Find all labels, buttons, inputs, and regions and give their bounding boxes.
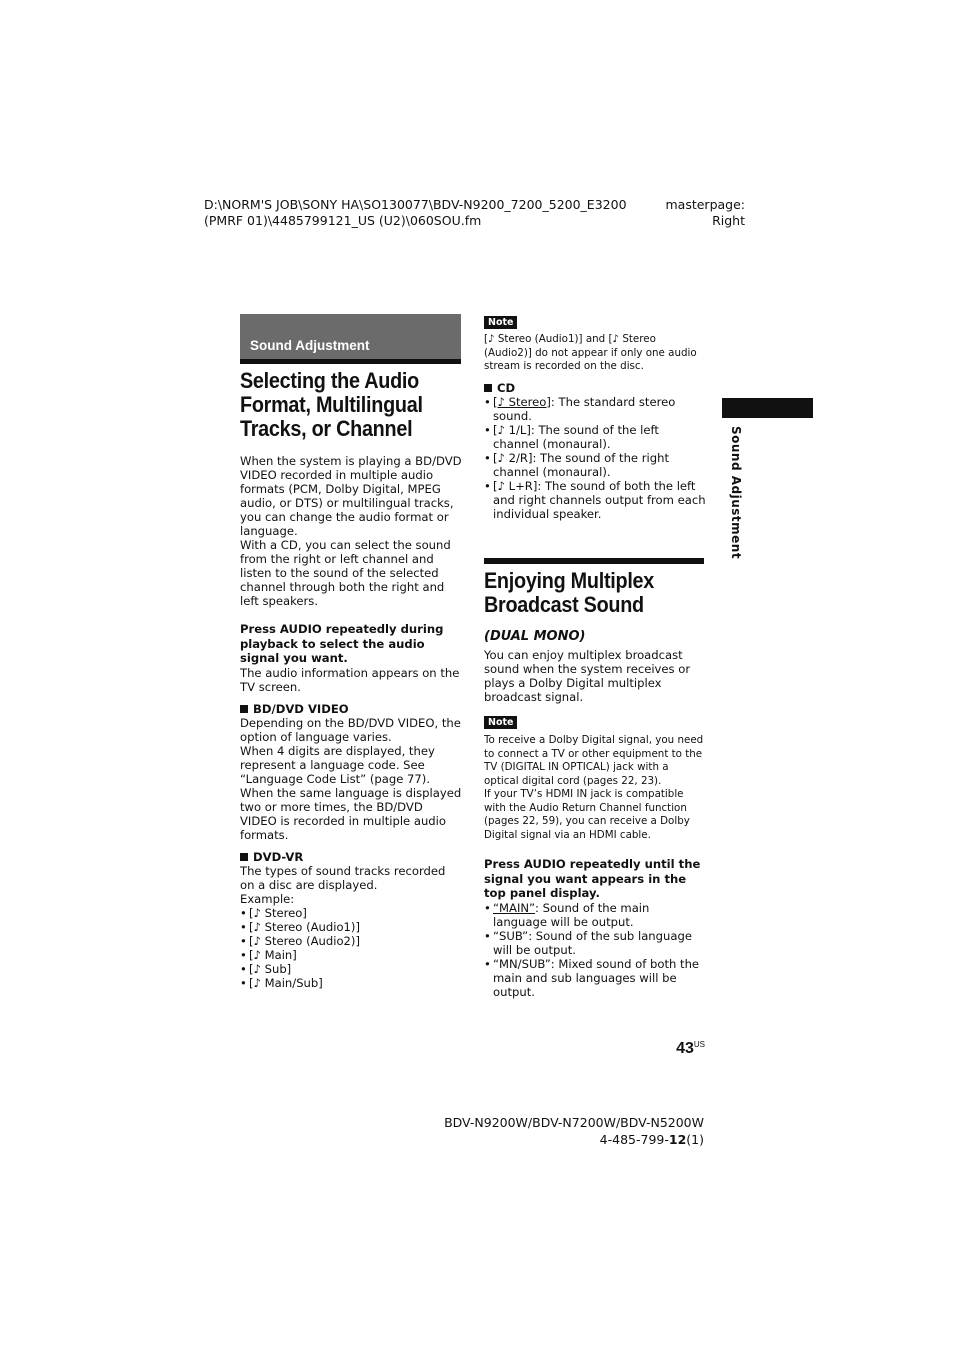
page-title-line3: Tracks, or Channel: [240, 416, 413, 441]
cd-list: [484, 395, 706, 521]
intro-paragraph-2: With a CD, you can select the sound from the right or left channel and listen to the sound of the selected channel through both the right and left speakers.: [240, 538, 451, 608]
dvd-vr-heading: DVD-VR: [240, 850, 462, 864]
intro-paragraph-1: When the system is playing a BD/DVD VIDEO recorded in multiple audio formats (PCM, Dolby Digital, MPEG audio, or DTS) or multilingual tracks, you can change the audio format or language.: [240, 454, 462, 538]
note-paragraph-1: To receive a Dolby Digital signal, you need to connect a TV or other equipment to the TV (DIGITAL IN OPTICAL) jack with a optical digital cord (pages 22, 23).: [484, 734, 704, 787]
note-badge: Note: [484, 716, 517, 729]
bd-paragraph-1: Depending on the BD/DVD VIDEO, the option of language varies.: [240, 715, 461, 744]
list-item: • [♪ Stereo]: The standard stereo sound.: [484, 395, 706, 423]
bd-paragraph-2: When 4 digits are displayed, they represent a language code. See “Language Code List” (page 77). When the same language is displayed two or more times, the BD/DVD VIDEO is recorded in multiple audio formats.: [240, 743, 462, 842]
instruction-step: Press AUDIO repeatedly until the signal you want appears in the top panel display.: [484, 857, 701, 900]
list-item: • “MN/SUB”: Mixed sound of both the main and sub languages will be output.: [484, 957, 706, 999]
multiplex-list: [484, 901, 706, 999]
list-item: • [♪ Main]: [240, 948, 462, 962]
section-rule: [240, 359, 461, 364]
instruction-result: The audio information appears on the TV screen.: [240, 665, 460, 694]
instruction-step: Press AUDIO repeatedly during playback to select the audio signal you want.: [240, 622, 444, 665]
list-item: • “SUB”: Sound of the sub language will be output.: [484, 929, 706, 957]
list-item: • [♪ L+R]: The sound of both the left and right channels output from each individual speaker.: [484, 479, 706, 521]
square-bullet-icon: [240, 853, 248, 861]
section-subtitle: (DUAL MONO): [484, 629, 586, 644]
section-banner: [240, 314, 461, 359]
file-path-line1: D:\NORM'S JOB\SONY HA\SO130077\BDV-N9200_7200_5200_E3200: [204, 197, 627, 212]
list-item: • [♪ 2/R]: The sound of the right channel (monaural).: [484, 451, 706, 479]
page-title-line2: Format, Multilingual: [240, 392, 423, 417]
footer-code: 4-485-799-12(1): [599, 1132, 704, 1147]
side-tab-label: Sound Adjustment: [729, 426, 743, 560]
section-title-line1: Enjoying Multiplex: [484, 568, 655, 593]
left-column: [240, 454, 462, 990]
list-item: • [♪ Stereo (Audio1)]: [240, 920, 462, 934]
right-column-bottom: [484, 630, 706, 999]
file-path: [204, 197, 634, 229]
list-item: • [♪ Main/Sub]: [240, 976, 462, 990]
cd-heading: CD: [484, 381, 706, 395]
list-item: • [♪ Sub]: [240, 962, 462, 976]
square-bullet-icon: [484, 384, 492, 392]
page-title-line1: Selecting the Audio: [240, 368, 419, 393]
bd-dvd-video-heading: BD/DVD VIDEO: [240, 702, 462, 716]
section-rule: [484, 558, 704, 564]
file-path-line2: (PMRF 01)\4485799121_US (U2)\060SOU.fm: [204, 213, 482, 228]
section-label: Sound Adjustment: [250, 338, 370, 353]
dvd-vr-list: [240, 906, 462, 990]
page-number: $43^{US}$: [676, 1040, 705, 1057]
dvd-vr-paragraph: The types of sound tracks recorded on a disc are displayed.: [240, 863, 446, 892]
side-tab-marker: [722, 398, 813, 418]
note-paragraph-2: If your TV’s HDMI IN jack is compatible with the Audio Return Channel function (pages 22, 59), you can receive a Dolby Digital signal via an HDMI cable.: [484, 788, 690, 841]
footer: [420, 1114, 704, 1148]
section-title: [484, 569, 700, 617]
section-title-line2: Broadcast Sound: [484, 592, 644, 617]
page-title: [240, 369, 456, 441]
note-badge: Note: [484, 316, 517, 329]
list-item: • “MAIN”: Sound of the main language will be output.: [484, 901, 706, 929]
multiplex-intro: You can enjoy multiplex broadcast sound when the system receives or plays a Dolby Digital multiplex broadcast signal.: [484, 648, 691, 704]
list-item: • [♪ Stereo (Audio2)]: [240, 934, 462, 948]
list-item: • [♪ 1/L]: The sound of the left channel (monaural).: [484, 423, 706, 451]
masterpage-info: [640, 197, 745, 229]
right-column-top: [484, 314, 706, 521]
page-suffix: US: [693, 1040, 705, 1049]
footer-models: BDV-N9200W/BDV-N7200W/BDV-N5200W: [444, 1115, 704, 1130]
dvd-vr-example: Example:: [240, 891, 295, 906]
note-text: [♪ Stereo (Audio1)] and [♪ Stereo (Audio2)] do not appear if only one audio stream is recorded on the disc.: [484, 333, 697, 372]
square-bullet-icon: [240, 705, 248, 713]
list-item: • [♪ Stereo]: [240, 906, 462, 920]
masterpage-line1: masterpage:: [665, 197, 745, 212]
masterpage-line2: Right: [712, 213, 745, 228]
